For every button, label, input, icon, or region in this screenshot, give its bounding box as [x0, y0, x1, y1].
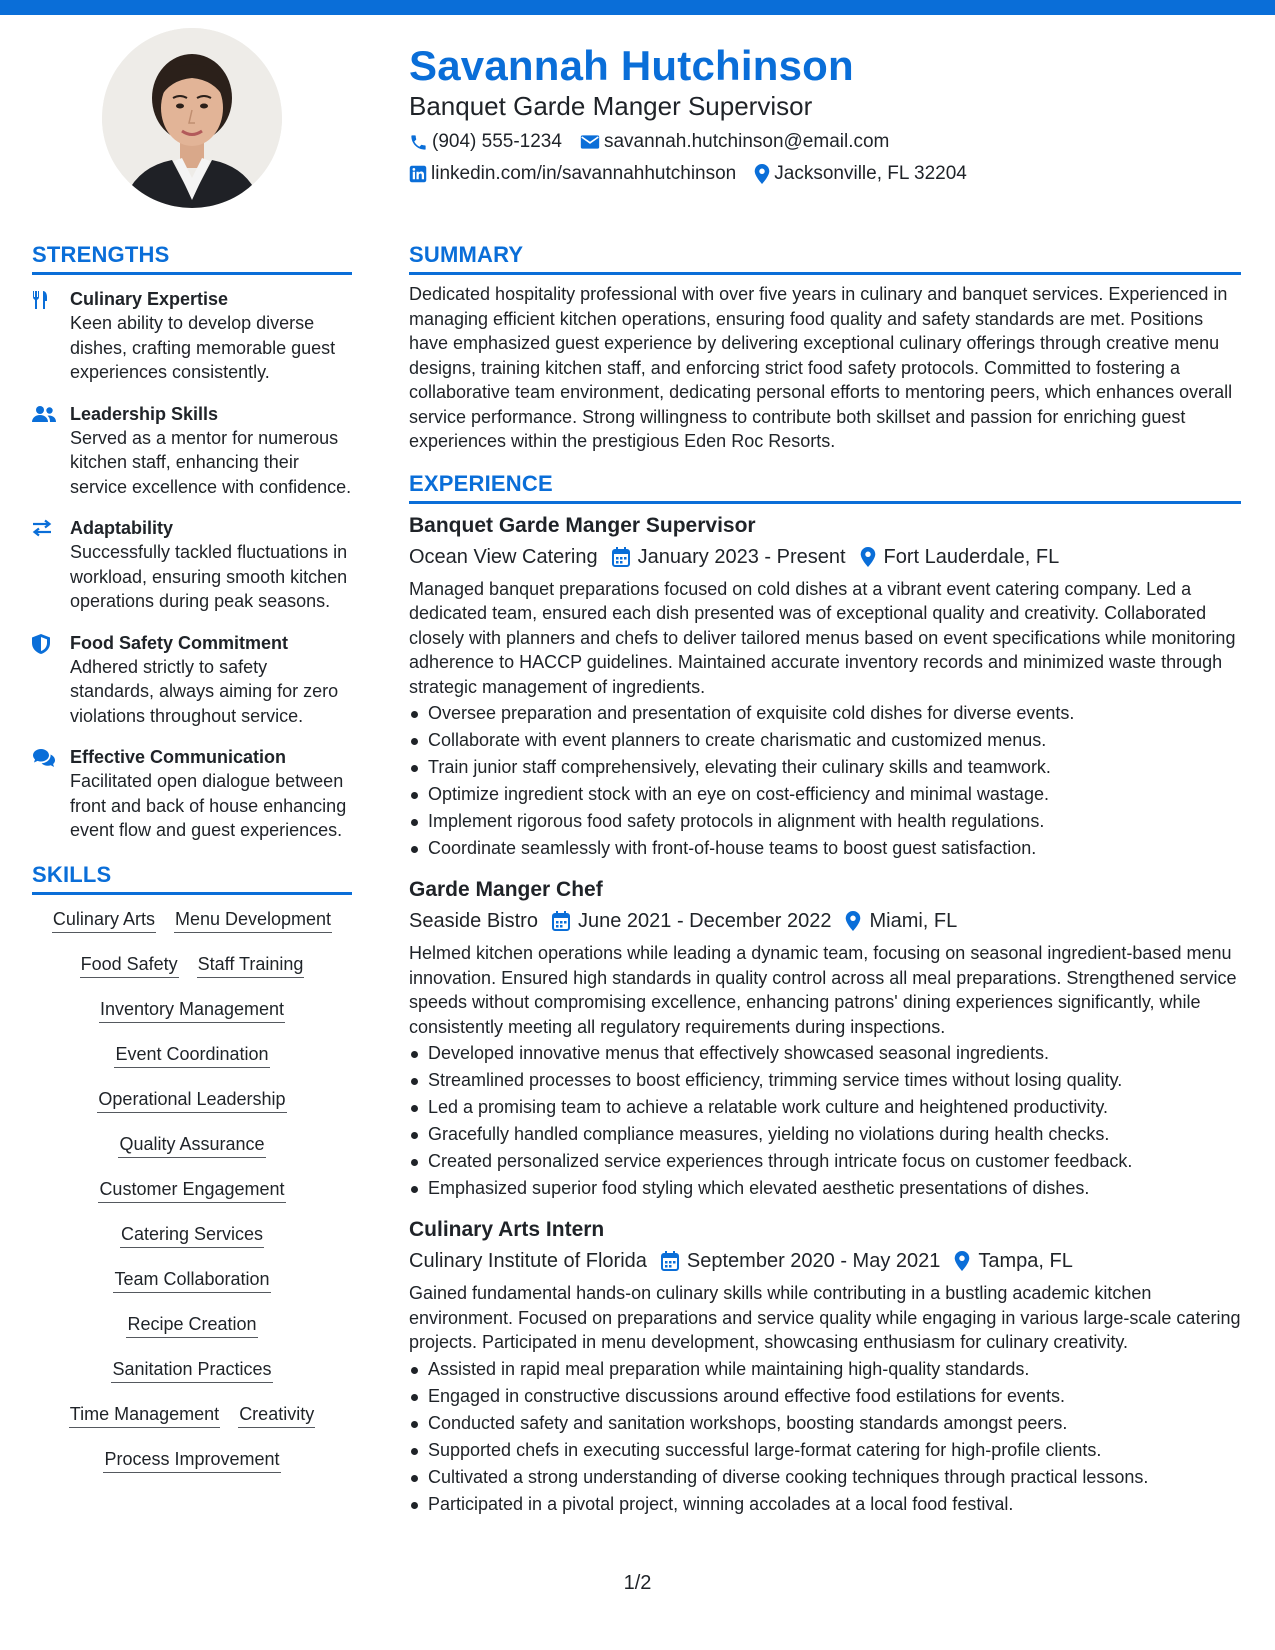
header [409, 40, 1239, 186]
strength-title: Food Safety Commitment [70, 632, 289, 653]
skill-tag: Inventory Management [99, 997, 285, 1023]
strength-title: Culinary Expertise [70, 289, 229, 309]
strength-desc: Keen ability to develop diverse dishes, crafting memorable guest experiences consistently. [70, 313, 336, 382]
job-title: Banquet Garde Manger Supervisor [409, 513, 756, 537]
email-text: savannah.hutchinson@email.com [603, 131, 890, 152]
job-location-wrapper [860, 544, 1060, 570]
job-location: Tampa, FL [978, 1250, 1073, 1272]
job-entry [409, 512, 1241, 863]
job-bullet: Collaborate with event planners to create charismatic and customized menus. [409, 727, 1241, 754]
skill-tag: Customer Engagement [98, 1177, 285, 1203]
job-dates: June 2021 - December 2022 [577, 910, 832, 932]
skill-tag: Recipe Creation [126, 1312, 257, 1338]
skills-heading: SKILLS [32, 860, 352, 895]
map-pin-icon [754, 164, 770, 184]
skills-section [32, 860, 352, 1492]
job-bullet: Emphasized superior food styling which elevated aesthetic presentations of dishes. [409, 1175, 1241, 1202]
job-bullet: Developed innovative menus that effectively showcased seasonal ingredients. [409, 1040, 1241, 1067]
job-company: Culinary Institute of Florida [409, 1250, 647, 1272]
skill-tag: Quality Assurance [118, 1132, 265, 1158]
experience-section [409, 469, 1241, 1518]
job-meta [409, 908, 1241, 934]
strength-item [32, 745, 352, 843]
job-entry [409, 876, 1241, 1202]
job-bullet: Led a promising team to achieve a relatable work culture and heightened productivity. [409, 1094, 1241, 1121]
job-company: Ocean View Catering [409, 545, 598, 568]
experience-heading: EXPERIENCE [409, 469, 1241, 504]
job-bullet: Optimize ingredient stock with an eye on cost-efficiency and minimal wastage. [409, 781, 1241, 808]
arrows-exchange-icon [32, 519, 52, 537]
strength-desc: Successfully tackled fluctuations in workload, ensuring smooth kitchen operations during peak seasons. [70, 542, 348, 611]
job-entry [409, 1216, 1241, 1518]
strength-item [32, 631, 352, 729]
skill-tag: Staff Training [197, 952, 305, 978]
strengths-list [32, 287, 352, 843]
phone-text: (904) 555-1234 [432, 131, 562, 152]
comments-icon [32, 748, 56, 768]
job-bullet: Assisted in rapid meal preparation while maintaining high-quality standards. [409, 1356, 1241, 1383]
phone-icon [409, 133, 428, 152]
location-text: Jacksonville, FL 32204 [774, 163, 967, 184]
skill-tag: Process Improvement [103, 1447, 280, 1473]
strength-item [32, 287, 352, 385]
job-bullet: Created personalized service experiences through intricate focus on customer feedback. [409, 1148, 1241, 1175]
job-bullet: Participated in a pivotal project, winning accolades at a local food festival. [409, 1491, 1241, 1518]
job-dates-wrapper [552, 908, 832, 934]
linkedin-icon [409, 165, 427, 183]
map-pin-icon [845, 911, 861, 931]
job-description: Helmed kitchen operations while leading a dynamic team, focusing on seasonal ingredient-based menu innovation. Ensured high standards in quality control across all meal preparations. Strengthened service speeds without compromising excellence, enhancing patrons' dining experiences significantly, while consistently meeting all regulatory requirements during inspections. [409, 943, 1237, 1037]
job-bullets [409, 1356, 1241, 1518]
job-company: Seaside Bistro [409, 910, 538, 932]
skill-tag: Team Collaboration [113, 1267, 270, 1293]
job-bullet: Oversee preparation and presentation of exquisite cold dishes for diverse events. [409, 700, 1241, 727]
shield-icon [32, 634, 50, 654]
job-title: Culinary Arts Intern [409, 1218, 605, 1241]
skill-tag: Culinary Arts [52, 907, 156, 933]
strength-desc: Served as a mentor for numerous kitchen staff, enhancing their service excellence with confidence. [70, 427, 352, 497]
job-meta [409, 544, 1241, 570]
strength-desc: Facilitated open dialogue between front and back of house enhancing event flow and guest experiences. [70, 771, 347, 840]
strength-item [32, 402, 352, 500]
page-number: 1/2 [623, 1572, 652, 1594]
calendar-icon [552, 911, 570, 931]
skill-tag: Time Management [69, 1402, 220, 1428]
location-contact [754, 162, 967, 186]
strengths-heading: STRENGTHS [32, 240, 352, 275]
job-dates: September 2020 - May 2021 [686, 1250, 941, 1272]
strength-title: Adaptability [70, 518, 174, 538]
job-bullet: Cultivated a strong understanding of diverse cooking techniques through practical lessons. [409, 1464, 1241, 1491]
job-description: Gained fundamental hands-on culinary skills while contributing in a bustling academic kitchen environment. Focused on preparations and service quality while engaging in various large-scale catering projects. Participated in menu development, showcasing enthusiasm for culinary creativity. [409, 1283, 1241, 1352]
calendar-icon [612, 547, 630, 567]
job-bullet: Gracefully handled compliance measures, yielding no violations during health checks. [409, 1121, 1241, 1148]
profile-photo [102, 28, 282, 208]
job-location-wrapper [845, 908, 957, 934]
job-title: Garde Manger Chef [409, 878, 603, 901]
skill-tag: Food Safety [80, 952, 179, 978]
job-description: Managed banquet preparations focused on cold dishes at a vibrant event catering company. Led a dedicated team, ensured each dish presented was of exceptional quality and creativity. Collaborated closely with planners and chefs to deliver tailored menus based on event specifications while monitoring adherence to HACCP guidelines. Maintained accurate inventory records and minimized waste through strategic management of ingredients. [409, 578, 1236, 697]
job-location: Miami, FL [869, 910, 958, 932]
skill-tag: Operational Leadership [97, 1087, 286, 1113]
job-location-wrapper [954, 1248, 1072, 1274]
job-bullet: Coordinate seamlessly with front-of-house teams to boost guest satisfaction. [409, 835, 1241, 862]
right-column [409, 240, 1241, 1518]
candidate-name: Savannah Hutchinson [409, 42, 854, 89]
linkedin-contact[interactable] [409, 162, 736, 186]
strength-desc: Adhered strictly to safety standards, always aiming for zero violations throughout service. [70, 656, 339, 726]
job-location: Fort Lauderdale, FL [883, 545, 1060, 568]
strength-title: Leadership Skills [70, 403, 219, 424]
job-bullet: Train junior staff comprehensively, elevating their culinary skills and teamwork. [409, 754, 1241, 781]
envelope-icon [580, 133, 600, 151]
job-bullet: Conducted safety and sanitation workshops, boosting standards amongst peers. [409, 1410, 1241, 1437]
job-bullet: Supported chefs in executing successful large-format catering for high-profile clients. [409, 1437, 1241, 1464]
job-bullet: Engaged in constructive discussions around effective food estilations for events. [409, 1383, 1241, 1410]
left-column [32, 240, 352, 1492]
skills-list [32, 907, 352, 1492]
skill-tag: Menu Development [174, 907, 332, 933]
phone-contact[interactable] [409, 130, 562, 154]
linkedin-text: linkedin.com/in/savannahhutchinson [431, 163, 737, 184]
strength-item [32, 516, 352, 614]
skill-tag: Creativity [238, 1402, 315, 1428]
map-pin-icon [860, 547, 876, 567]
calendar-icon [661, 1251, 679, 1271]
contact-row-2 [409, 162, 1239, 186]
job-bullets [409, 1040, 1241, 1202]
candidate-headline: Banquet Garde Manger Supervisor [409, 91, 813, 121]
map-pin-icon [954, 1251, 970, 1271]
job-dates: January 2023 - Present [637, 545, 846, 568]
summary-heading: SUMMARY [409, 240, 1241, 275]
utensils-icon [32, 290, 50, 310]
job-dates-wrapper [661, 1248, 941, 1274]
job-dates-wrapper [612, 544, 846, 570]
strength-title: Effective Communication [70, 747, 287, 767]
summary-text: Dedicated hospitality professional with over five years in culinary and banquet services. Experienced in managing efficient kitchen operations, ensuring food quality and safety standards are met. Positions have emphasized guest experience by delivering exceptional culinary offerings through creative menu designs, training kitchen staff, and enforcing strict food safety protocols. Committed to fostering a collaborative team environment, dedicating personal efforts to mentoring peers, which enhances overall service performance. Strong willingness to contribute both skillset and passion for enriching guest experiences within the prestigious Eden Roc Resorts. [409, 284, 1233, 451]
job-meta [409, 1248, 1241, 1274]
users-icon [32, 405, 56, 423]
top-accent-bar [0, 0, 1275, 15]
skill-tag: Event Coordination [114, 1042, 269, 1068]
job-bullet: Implement rigorous food safety protocols in alignment with health regulations. [409, 808, 1241, 835]
contact-row-1 [409, 130, 1239, 154]
skill-tag: Sanitation Practices [111, 1357, 272, 1383]
email-contact[interactable] [580, 130, 889, 154]
skill-tag: Catering Services [120, 1222, 264, 1248]
job-bullets [409, 700, 1241, 862]
job-bullet: Streamlined processes to boost efficiency, trimming service times without losing quality. [409, 1067, 1241, 1094]
